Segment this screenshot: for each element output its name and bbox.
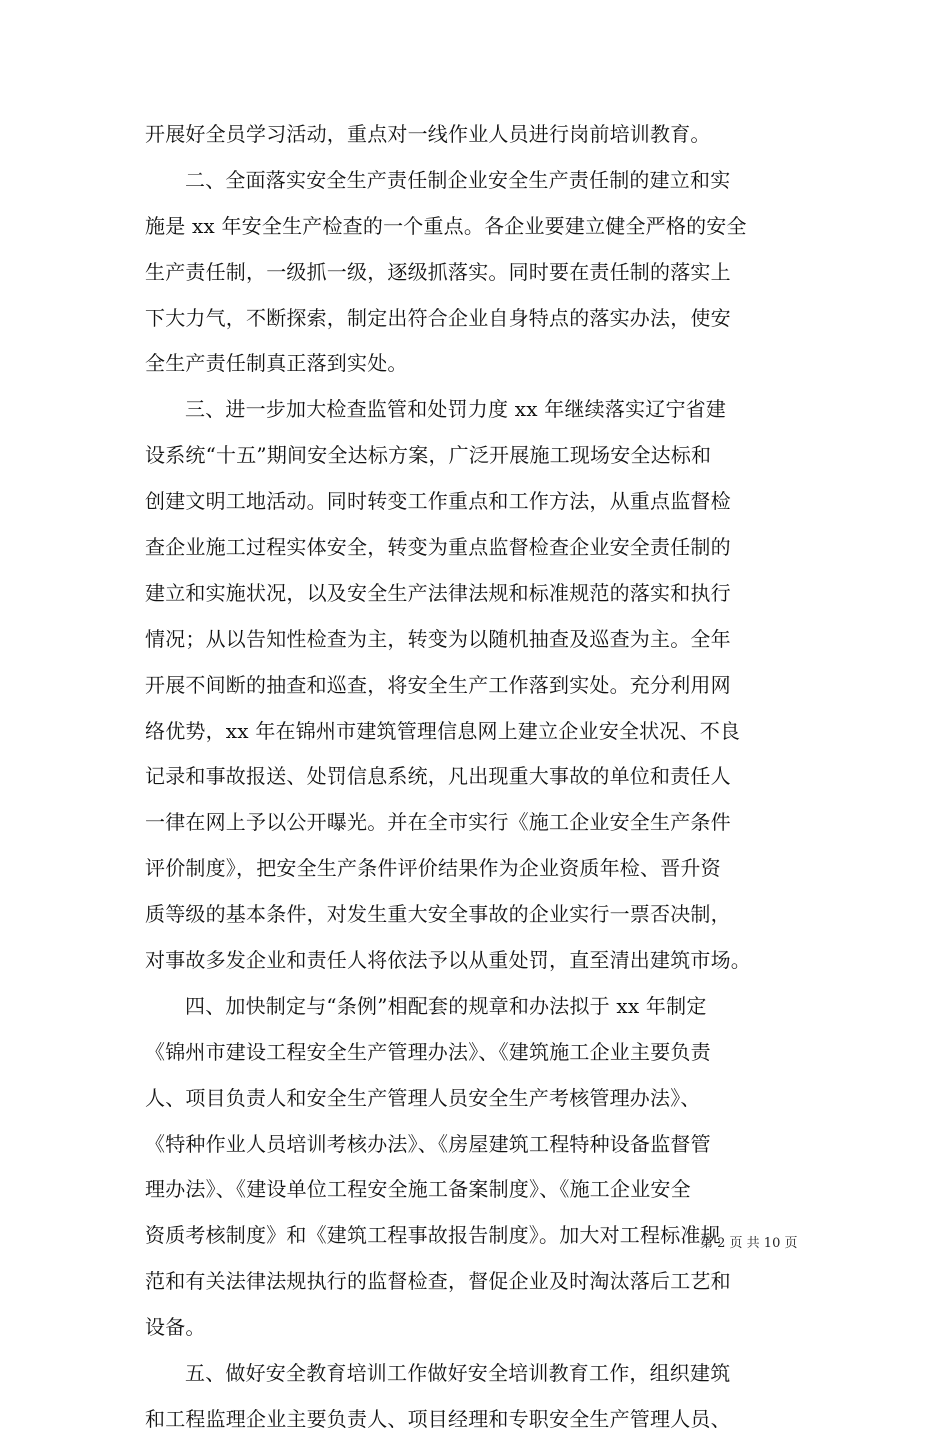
text-line: 生产责任制，一级抓一级，逐级抓落实。同时要在责任制的落实上 [145,259,731,284]
paragraph-heading-2: 二、全面落实安全生产责任制企业安全生产责任制的建立和实 [185,167,731,192]
text-line: 记录和事故报送、处罚信息系统，凡出现重大事故的单位和责任人 [145,764,731,789]
text-line: 《特种作业人员培训考核办法》、《房屋建筑工程特种设备监督管 [145,1131,711,1156]
text-line: 建立和实施状况，以及安全生产法律法规和标准规范的落实和执行 [145,580,731,605]
text-line: 理办法》、《建设单位工程安全施工备案制度》、《施工企业安全 [145,1177,691,1202]
paragraph-heading-3: 三、进一步加大检查监管和处罚力度 xx 年继续落实辽宁省建 [185,397,727,422]
text-line: 设备。 [145,1315,206,1340]
text-line: 查企业施工过程实体安全，转变为重点监督检查企业安全责任制的 [145,535,731,560]
paragraph-heading-5: 五、做好安全教育培训工作做好安全培训教育工作，组织建筑 [185,1361,731,1386]
text-line: 质等级的基本条件，对发生重大安全事故的企业实行一票否决制， [145,902,731,927]
text-line: 络优势，xx 年在锦州市建筑管理信息网上建立企业安全状况、不良 [145,718,741,743]
text-line: 《锦州市建设工程安全生产管理办法》、《建筑施工企业主要负责 [145,1039,711,1064]
text-line: 创建文明工地活动。同时转变工作重点和工作方法，从重点监督检 [145,489,731,514]
text-line: 情况；从以告知性检查为主，转变为以随机抽查及巡查为主。全年 [145,626,731,651]
text-line: 开展好全员学习活动，重点对一线作业人员进行岗前培训教育。 [145,122,711,146]
paragraph-heading-4: 四、加快制定与“条例”相配套的规章和办法拟于 xx 年制定 [185,993,707,1018]
text-line: 对事故多发企业和责任人将依法予以从重处罚，直至清出建筑市场。 [145,948,751,973]
text-line: 评价制度》，把安全生产条件评价结果作为企业资质年检、晋升资 [145,856,721,881]
text-line: 一律在网上予以公开曝光。并在全市实行《施工企业安全生产条件 [145,810,731,835]
text-line: 下大力气，不断探索，制定出符合企业自身特点的落实办法，使安 [145,305,731,330]
page-number: 第 2 页 共 10 页 [700,1236,798,1251]
text-line: 全生产责任制真正落到实处。 [145,351,408,376]
text-line: 开展不间断的抽查和巡查，将安全生产工作落到实处。充分利用网 [145,672,731,697]
text-line: 范和有关法律法规执行的监督检查，督促企业及时淘汰落后工艺和 [145,1269,731,1294]
text-line: 和工程监理企业主要负责人、项目经理和专职安全生产管理人员、 [145,1406,731,1431]
text-line: 设系统“十五”期间安全达标方案，广泛开展施工现场安全达标和 [145,443,712,468]
text-line: 人、项目负责人和安全生产管理人员安全生产考核管理办法》、 [145,1085,701,1110]
text-line: 施是 xx 年安全生产检查的一个重点。各企业要建立健全严格的安全 [145,213,747,238]
text-line: 资质考核制度》和《建筑工程事故报告制度》。加大对工程标准规 [145,1223,721,1248]
